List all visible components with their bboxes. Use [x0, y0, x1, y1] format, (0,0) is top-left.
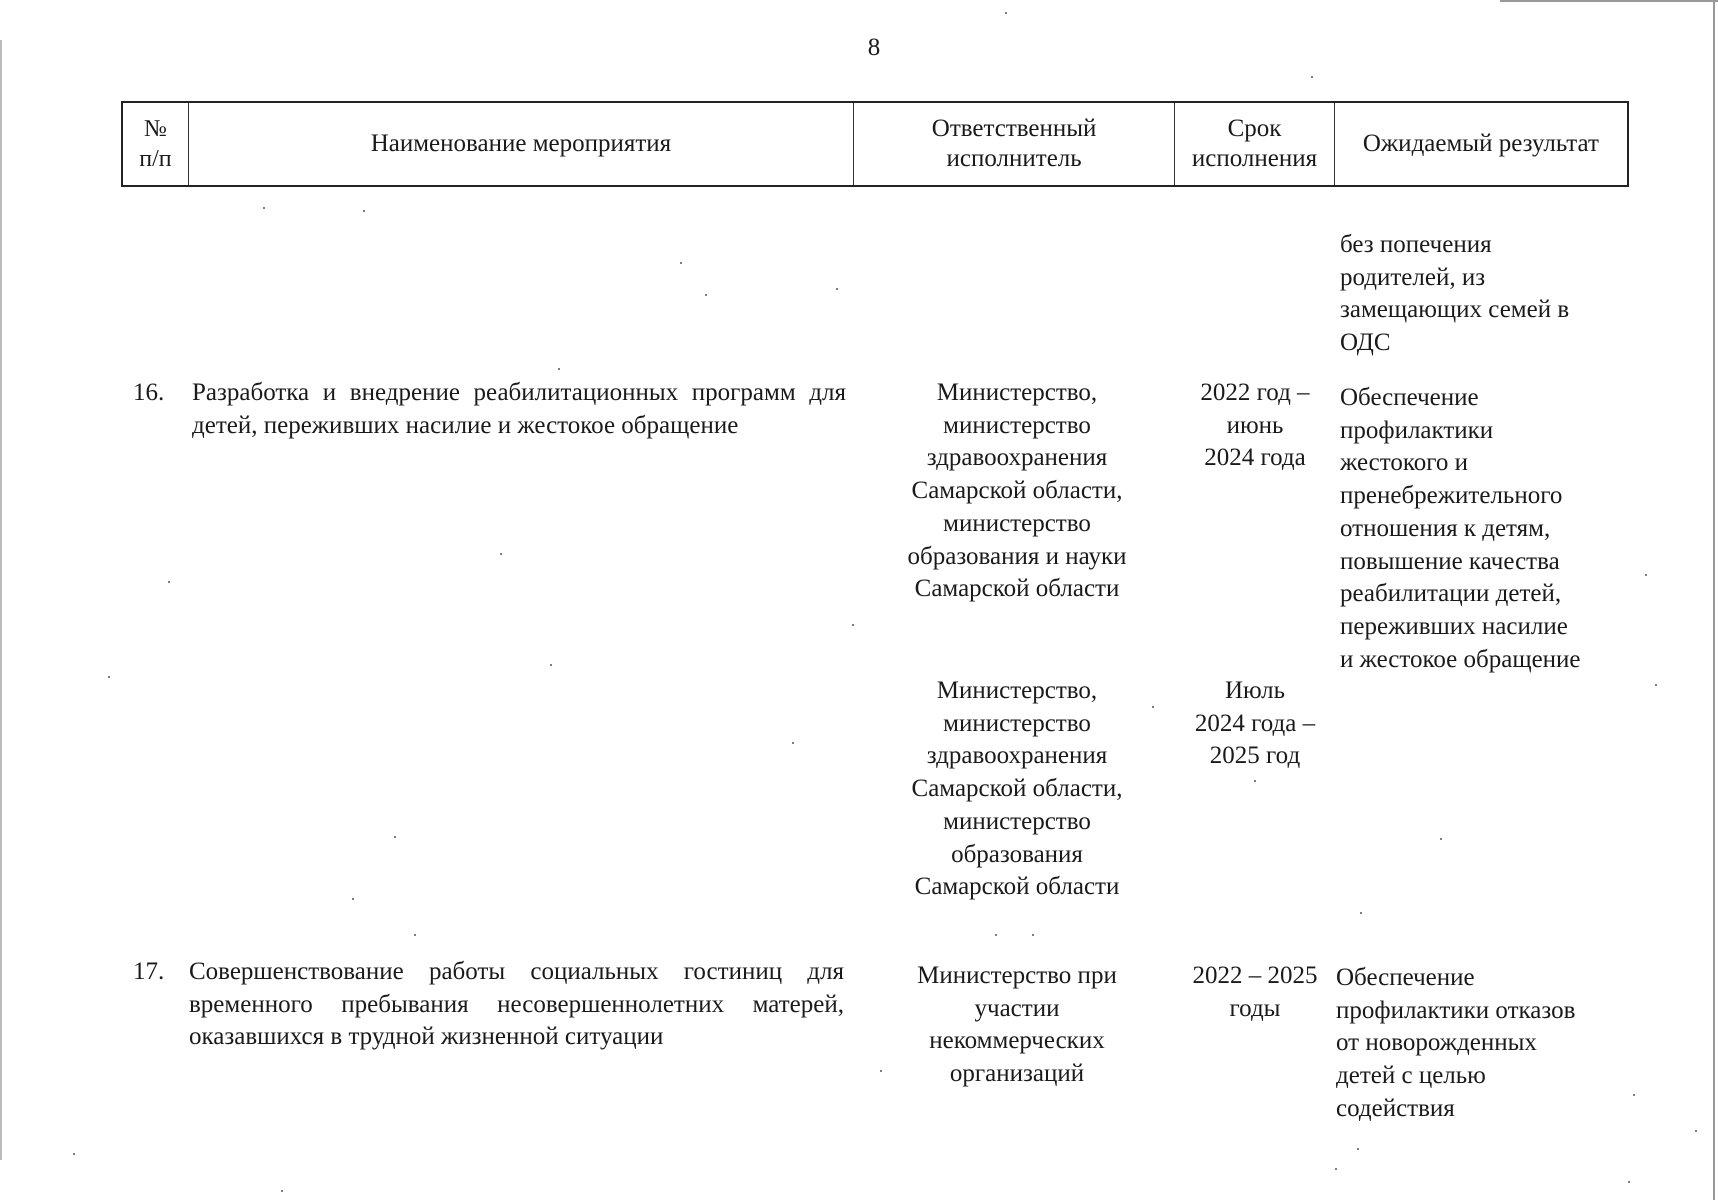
header-col-number: № п/п: [123, 103, 189, 185]
row-result: Обеспечение профилактики отказов от новорожденных детей с целью содействия: [1336, 964, 1576, 1122]
carryover-result: без попечения родителей, из замещающих семей в ОДС: [1340, 231, 1570, 357]
row-responsible-second: Министерство, министерство здравоохранения Самарской области, министерство образования Самарской области: [911, 677, 1123, 901]
header-col-result: Ожидаемый результат: [1362, 130, 1599, 157]
row-responsible: Министерство при участии некоммерческих организаций: [917, 962, 1117, 1088]
row-deadline: 2022 год – июнь 2024 года: [1200, 379, 1310, 472]
header-col-responsible: Ответственный исполнитель: [854, 103, 1175, 185]
header-col-deadline: Срок исполнения: [1175, 103, 1335, 185]
row-number: 17.: [133, 958, 165, 985]
row-name: Разработка и внедрение реабилитационных программ для детей, переживших насилие и жестокое обращение: [192, 379, 846, 439]
row-result: Обеспечение профилактики жестокого и пренебрежительного отношения к детям, повышение качества реабилитации детей, переживших насилие и жестокое обращение: [1340, 384, 1581, 673]
row-responsible: Министерство, министерство здравоохранения Самарской области, министерство образования и науки Самарской области: [907, 379, 1127, 603]
row-number: 16.: [133, 379, 165, 406]
header-col-name: Наименование мероприятия: [189, 103, 854, 185]
table-header: [121, 101, 1629, 187]
page-number: 8: [867, 34, 881, 61]
row-deadline-second: Июль 2024 года – 2025 год: [1194, 677, 1316, 770]
row-deadline: 2022 – 2025 годы: [1192, 962, 1318, 1022]
row-name: Совершенствование работы социальных гостиниц для временного пребывания несовершеннолетних матерей, оказавшихся в трудной жизненной ситуации: [189, 958, 844, 1051]
